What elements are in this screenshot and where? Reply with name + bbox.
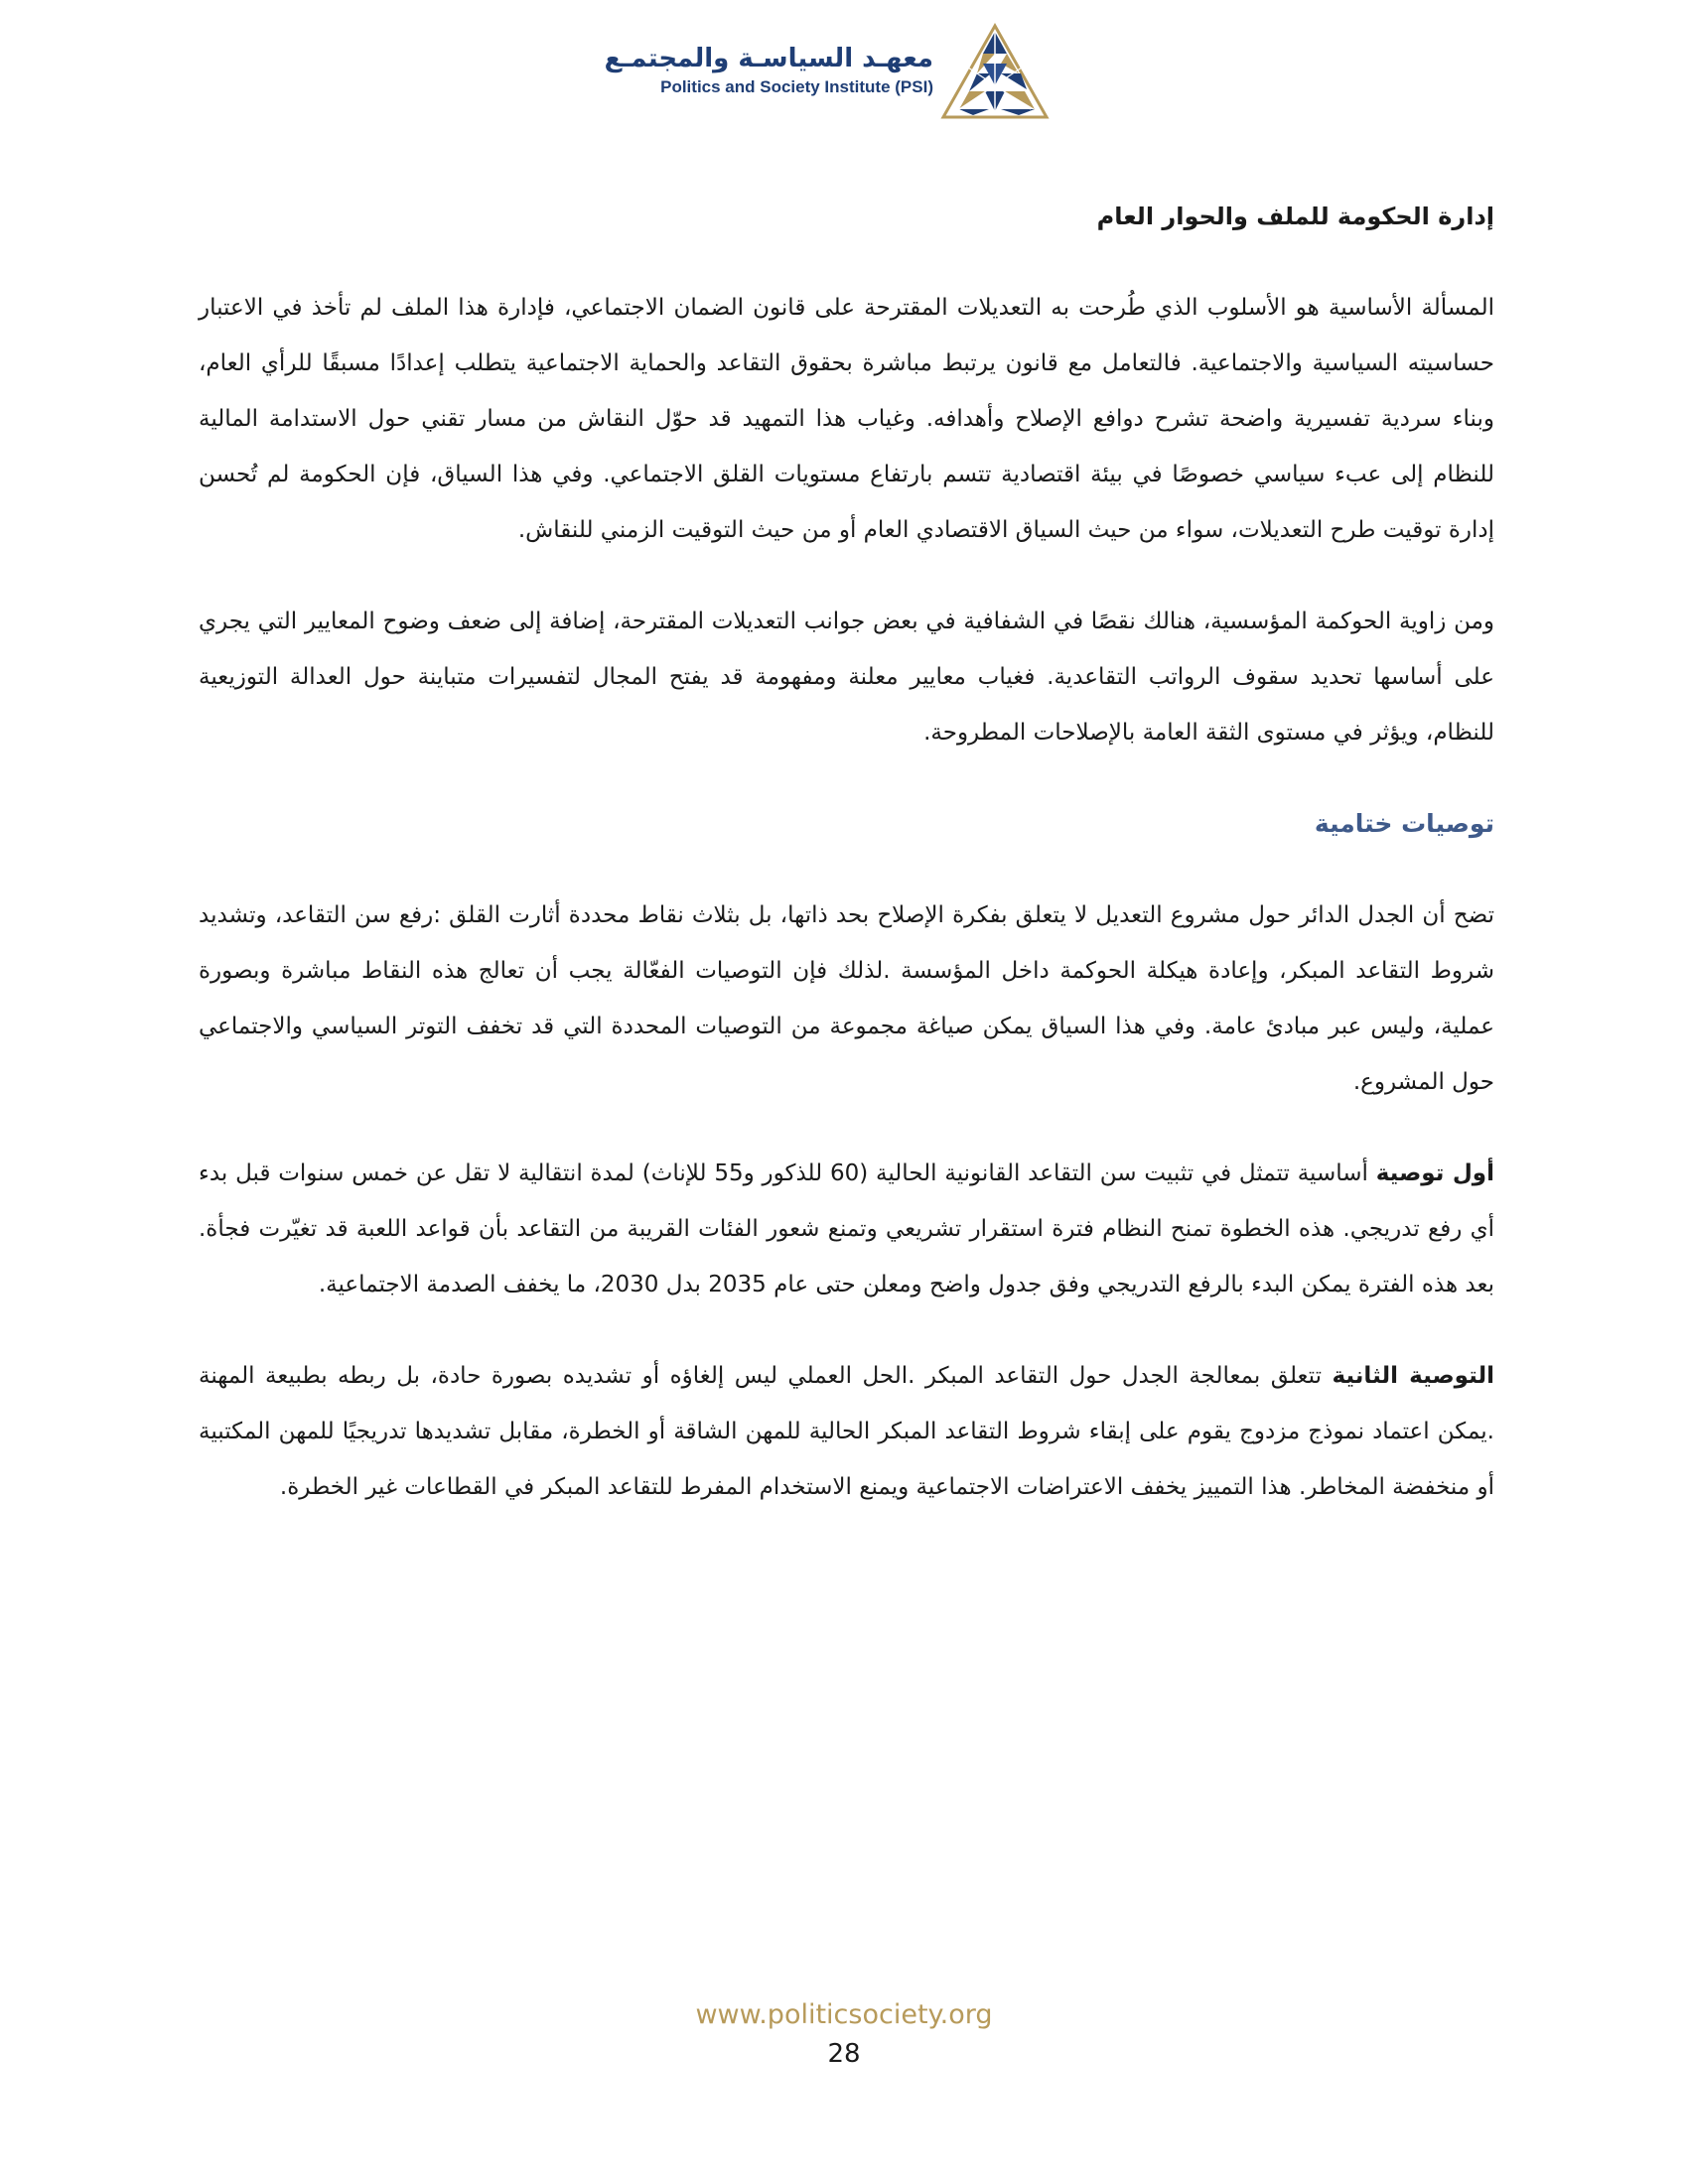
section-heading-governance: إدارة الحكومة للملف والحوار العام — [1096, 203, 1494, 230]
website-link[interactable]: www.politicsociety.org — [695, 1999, 993, 2030]
first-recommendation-text: أساسية تتمثل في تثبيت سن التقاعد القانونية الحالية (60 للذكور و55 للإناث) لمدة انتقالية لا تقل عن خمس سنوات قبل بدء أي رفع تدريجي. هذه الخطوة تمنح النظام فترة استقرار تشريعي وتمنع شعور الفئات القريبة من التقاعد بأن قواعد اللعبة قد تغيّرت فجأة. بعد هذه الفترة يمكن البدء بالرفع التدريجي وفق جدول واضح ومعلن حتى عام 2035 بدل 2030، ما يخفف الصدمة الاجتماعية. — [199, 1160, 1494, 1297]
page-header — [604, 22, 1053, 121]
paragraph-recommendations-intro: تضح أن الجدل الدائر حول مشروع التعديل لا يتعلق بفكرة الإصلاح بحد ذاتها، بل بثلاث نقاط محددة أثارت القلق :رفع سن التقاعد، وتشديد شروط التقاعد المبكر، وإعادة هيكلة الحوكمة داخل المؤسسة .لذلك فإن التوصيات الفعّالة يجب أن تعالج هذه النقاط مباشرة وبصورة عملية، وليس عبر مبادئ عامة. وفي هذا السياق يمكن صياغة مجموعة من التوصيات المحددة التي قد تخفف التوتر السياسي والاجتماعي حول المشروع. — [199, 902, 1494, 1095]
second-recommendation-label: التوصية الثانية — [1332, 1363, 1495, 1389]
first-recommendation-label: أول توصية — [1375, 1160, 1494, 1186]
org-name-block — [605, 44, 933, 99]
page-body — [199, 189, 1494, 1515]
org-name-english: Politics and Society Institute (PSI) — [660, 77, 933, 96]
org-name-arabic: معهـد السياسـة والمجتمـع — [604, 44, 933, 73]
page-number: 28 — [827, 2039, 861, 2069]
paragraph-governance-2: ومن زاوية الحوكمة المؤسسية، هنالك نقصًا في الشفافية في بعض جوانب التعديلات المقترحة، إضافة إلى ضعف وضوح المعايير التي يجري على أساسها تحديد سقوف الرواتب التقاعدية. فغياب معايير معلنة ومفهومة قد يفتح المجال لتفسيرات متباينة حول العدالة التوزيعية للنظام، ويؤثر في مستوى الثقة العامة بالإصلاحات المطروحة. — [199, 609, 1494, 746]
paragraph-second-recommendation — [199, 1348, 1494, 1515]
section-heading-recommendations: توصيات ختامية — [1314, 809, 1494, 838]
second-recommendation-text: تتعلق بمعالجة الجدل حول التقاعد المبكر .الحل العملي ليس إلغاؤه أو تشديده بصورة حادة، بل ربطه بطبيعة المهنة .يمكن اعتماد نموذج مزدوج يقوم على إبقاء شروط التقاعد المبكر الحالية للمهن الشاقة أو الخطرة، مقابل تشديدها تدريجيًا للمهن المكتبية أو منخفضة المخاطر. هذا التمييز يخفف الاعتراضات الاجتماعية ويمنع الاستخدام المفرط للتقاعد المبكر في القطاعات غير الخطرة. — [199, 1363, 1494, 1500]
page-footer — [0, 1995, 1688, 2073]
psi-pyramid-logo-icon — [939, 22, 1051, 121]
paragraph-first-recommendation — [199, 1146, 1494, 1312]
paragraph-governance-1: المسألة الأساسية هو الأسلوب الذي طُرحت به التعديلات المقترحة على قانون الضمان الاجتماعي، فإدارة هذا الملف لم تأخذ في الاعتبار حساسيته السياسية والاجتماعية. فالتعامل مع قانون يرتبط مباشرة بحقوق التقاعد والحماية الاجتماعية يتطلب إعدادًا مسبقًا للرأي العام، وبناء سردية تفسيرية واضحة تشرح دوافع الإصلاح وأهدافه. وغياب هذا التمهيد قد حوّل النقاش من مسار تقني حول الاستدامة المالية للنظام إلى عبء سياسي خصوصًا في بيئة اقتصادية تتسم بارتفاع مستويات القلق الاجتماعي. وفي هذا السياق، فإن الحكومة لم تُحسن إدارة توقيت طرح التعديلات، سواء من حيث السياق الاقتصادي العام أو من حيث التوقيت الزمني للنقاش. — [199, 295, 1494, 543]
